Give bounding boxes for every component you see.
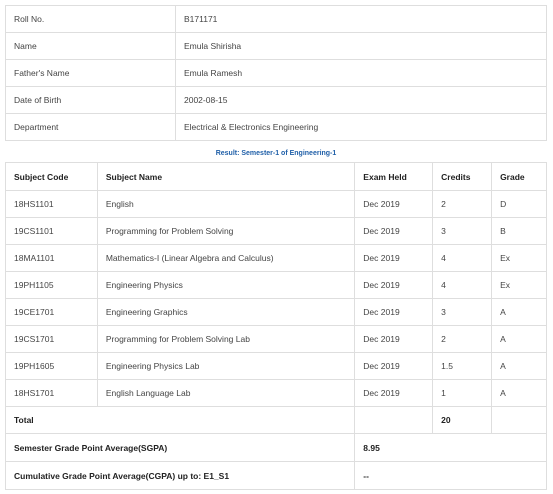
student-info-row <box>6 60 547 87</box>
exam-held-cell: Dec 2019 <box>355 299 433 326</box>
subject-code-cell: 18MA1101 <box>6 245 98 272</box>
subject-name-cell: Engineering Physics Lab <box>97 353 354 380</box>
student-info-row <box>6 6 547 33</box>
sgpa-row <box>6 434 547 462</box>
grade-cell: A <box>492 380 547 407</box>
student-info-value: Emula Shirisha <box>176 33 547 60</box>
result-title: Result: Semester-1 of Engineering-1 <box>215 150 337 157</box>
grade-cell: A <box>492 353 547 380</box>
subject-name-cell: Engineering Graphics <box>97 299 354 326</box>
total-exam-empty <box>355 407 433 434</box>
student-info-value: B171171 <box>176 6 547 33</box>
total-row <box>6 407 547 434</box>
subject-name-cell: Programming for Problem Solving <box>97 218 354 245</box>
subject-row <box>6 380 547 407</box>
subject-code-cell: 19PH1605 <box>6 353 98 380</box>
total-grade-empty <box>492 407 547 434</box>
credits-cell: 4 <box>433 245 492 272</box>
student-info-value: Emula Ramesh <box>176 60 547 87</box>
subject-code-cell: 18HS1701 <box>6 380 98 407</box>
cgpa-label: Cumulative Grade Point Average(CGPA) up to: E1_S1 <box>6 462 355 490</box>
student-info-label: Department <box>6 114 176 141</box>
grade-cell: A <box>492 299 547 326</box>
exam-held-cell: Dec 2019 <box>355 245 433 272</box>
subject-code-cell: 19CS1101 <box>6 218 98 245</box>
header-grade: Grade <box>492 163 547 191</box>
credits-cell: 1.5 <box>433 353 492 380</box>
grade-cell: Ex <box>492 245 547 272</box>
subject-row <box>6 353 547 380</box>
exam-held-cell: Dec 2019 <box>355 326 433 353</box>
grade-cell: Ex <box>492 272 547 299</box>
header-credits: Credits <box>433 163 492 191</box>
subject-code-cell: 19CS1701 <box>6 326 98 353</box>
subject-name-cell: English Language Lab <box>97 380 354 407</box>
header-subject-code: Subject Code <box>6 163 98 191</box>
subject-row <box>6 245 547 272</box>
subject-code-cell: 18HS1101 <box>6 191 98 218</box>
grade-cell: D <box>492 191 547 218</box>
exam-held-cell: Dec 2019 <box>355 191 433 218</box>
student-info-value: 2002-08-15 <box>176 87 547 114</box>
subject-row <box>6 191 547 218</box>
total-credits: 20 <box>433 407 492 434</box>
subject-code-cell: 19CE1701 <box>6 299 98 326</box>
credits-cell: 3 <box>433 299 492 326</box>
grade-cell: A <box>492 326 547 353</box>
grade-cell: B <box>492 218 547 245</box>
student-info-label: Date of Birth <box>6 87 176 114</box>
cgpa-row <box>6 462 547 490</box>
exam-held-cell: Dec 2019 <box>355 272 433 299</box>
header-subject-name: Subject Name <box>97 163 354 191</box>
sgpa-label: Semester Grade Point Average(SGPA) <box>6 434 355 462</box>
subject-row <box>6 272 547 299</box>
credits-cell: 4 <box>433 272 492 299</box>
credits-cell: 2 <box>433 326 492 353</box>
subject-name-cell: Programming for Problem Solving Lab <box>97 326 354 353</box>
cgpa-value: -- <box>355 462 547 490</box>
subject-code-cell: 19PH1105 <box>6 272 98 299</box>
exam-held-cell: Dec 2019 <box>355 218 433 245</box>
exam-held-cell: Dec 2019 <box>355 380 433 407</box>
subject-name-cell: English <box>97 191 354 218</box>
total-label: Total <box>6 407 355 434</box>
student-info-row <box>6 114 547 141</box>
student-info-label: Name <box>6 33 176 60</box>
subject-row <box>6 326 547 353</box>
student-info-value: Electrical & Electronics Engineering <box>176 114 547 141</box>
student-info-row <box>6 33 547 60</box>
header-exam-held: Exam Held <box>355 163 433 191</box>
student-info-table <box>5 5 547 141</box>
subject-row <box>6 299 547 326</box>
subject-name-cell: Mathematics-I (Linear Algebra and Calculus) <box>97 245 354 272</box>
results-header-row <box>6 163 547 191</box>
student-info-row <box>6 87 547 114</box>
credits-cell: 1 <box>433 380 492 407</box>
results-table <box>5 162 547 490</box>
credits-cell: 2 <box>433 191 492 218</box>
student-info-label: Roll No. <box>6 6 176 33</box>
student-info-label: Father's Name <box>6 60 176 87</box>
exam-held-cell: Dec 2019 <box>355 353 433 380</box>
subject-row <box>6 218 547 245</box>
subject-name-cell: Engineering Physics <box>97 272 354 299</box>
credits-cell: 3 <box>433 218 492 245</box>
sgpa-value: 8.95 <box>355 434 547 462</box>
